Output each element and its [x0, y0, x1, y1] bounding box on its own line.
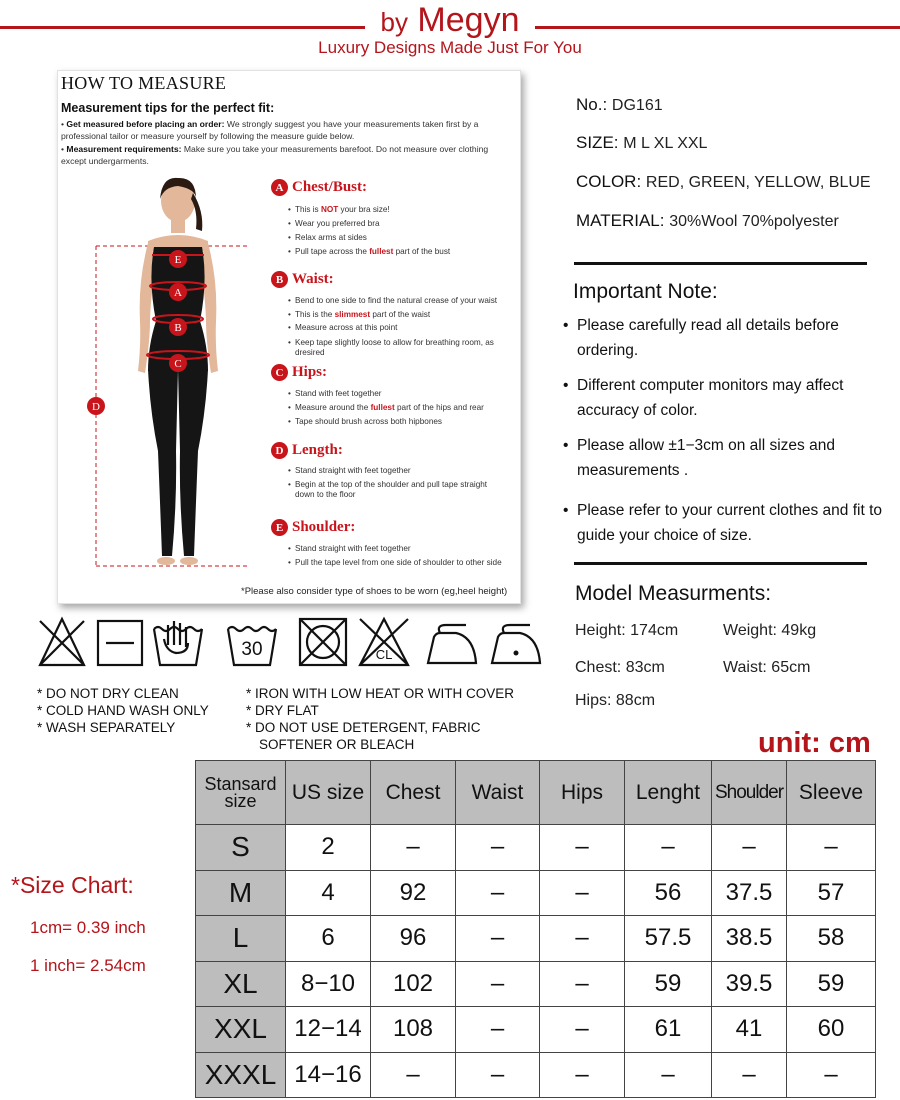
svg-text:B: B [174, 322, 182, 334]
care-item: * DO NOT USE DETERGENT, FABRIC [246, 720, 481, 735]
table-cell: – [787, 1052, 876, 1098]
important-note-item: • Please carefully read all details before ordering. [563, 317, 839, 359]
measure-tip: • Measurement requirements: Make sure you take your measurements barefoot. Do not measure over clothing except undergarments. [61, 144, 489, 166]
table-cell: – [371, 825, 456, 871]
table-cell: 60 [787, 1007, 876, 1053]
care-item: * DO NOT DRY CLEAN [37, 686, 179, 701]
table-cell: – [540, 1052, 625, 1098]
table-cell: 39.5 [712, 961, 787, 1007]
table-row [196, 961, 876, 1007]
size-label-cell: M [196, 870, 286, 916]
table-row [196, 1007, 876, 1053]
table-header-row [196, 761, 876, 825]
figure-label-d [87, 397, 105, 415]
column-header: Stansard size [196, 761, 286, 825]
column-header: Chest [371, 761, 456, 825]
list-item: • Begin at the top of the shoulder and pull tape straight down to the floor [288, 478, 508, 500]
table-cell: 12−14 [286, 1007, 371, 1053]
table-cell: – [456, 870, 540, 916]
brand-logo: by Megyn [380, 1, 520, 39]
measure-guide-footnote: *Please also consider type of shoes to be worn (eg,heel height) [241, 586, 508, 597]
list-item: • Relax arms at sides [288, 231, 508, 245]
table-cell: 57 [787, 870, 876, 916]
column-header: Sleeve [787, 761, 876, 825]
size-label-cell: XXL [196, 1007, 286, 1053]
section-waist-list [288, 294, 508, 358]
list-item: • This is NOT your bra size! [288, 203, 508, 217]
care-instructions-right [246, 685, 514, 753]
list-item: • Pull tape across the fullest part of the bust [288, 245, 508, 259]
iron-low-icon [428, 625, 476, 663]
size-label-cell: XXXL [196, 1052, 286, 1098]
model-waist: Waist: 65cm [723, 659, 811, 676]
list-item: • Bend to one side to find the natural crease of your waist [288, 294, 508, 308]
table-row [196, 825, 876, 871]
figure-label-b [169, 318, 187, 336]
care-item: * COLD HAND WASH ONLY [37, 703, 209, 718]
divider [574, 562, 867, 565]
section-shoulder-heading: E Shoulder: [271, 519, 355, 536]
section-length-heading: D Length: [271, 442, 343, 459]
list-item: • Pull the tape level from one side of shoulder to other side [288, 556, 508, 568]
table-cell: – [712, 1052, 787, 1098]
table-cell: 4 [286, 870, 371, 916]
table-cell: – [540, 825, 625, 871]
model-measurements-title: Model Measurments: [575, 582, 772, 605]
column-header: Shoulder [712, 761, 787, 825]
table-row [196, 870, 876, 916]
model-weight: Weight: 49kg [723, 622, 817, 639]
table-cell: 92 [371, 870, 456, 916]
table-cell: 102 [371, 961, 456, 1007]
column-header: Lenght [625, 761, 712, 825]
column-header: Hips [540, 761, 625, 825]
table-cell: 8−10 [286, 961, 371, 1007]
table-cell: – [712, 825, 787, 871]
table-cell: – [540, 916, 625, 962]
table-cell: 108 [371, 1007, 456, 1053]
important-note-item: • Please allow ±1−3cm on all sizes and measurements . [563, 437, 835, 479]
important-note-item: • Different computer monitors may affect accuracy of color. [563, 377, 844, 419]
size-label-cell: S [196, 825, 286, 871]
column-header: US size [286, 761, 371, 825]
section-waist-heading: B Waist: [271, 271, 334, 288]
product-sizes: SIZE: M L XL XXL [576, 133, 708, 152]
table-cell: 41 [712, 1007, 787, 1053]
model-chest: Chest: 83cm [575, 659, 665, 676]
section-shoulder-list [288, 542, 508, 568]
table-cell: 2 [286, 825, 371, 871]
figure-label-a [169, 283, 187, 301]
care-item: SOFTENER OR BLEACH [259, 737, 415, 752]
table-cell: – [456, 1007, 540, 1053]
section-chest-heading: A Chest/Bust: [271, 179, 367, 196]
table-cell: 61 [625, 1007, 712, 1053]
list-item: • Measure across at this point [288, 321, 508, 335]
table-cell: 59 [625, 961, 712, 1007]
product-number: No.: DG161 [576, 95, 663, 114]
table-cell: – [540, 961, 625, 1007]
column-header: Waist [456, 761, 540, 825]
care-item: * WASH SEPARATELY [37, 720, 176, 735]
list-item: • Keep tape slightly loose to allow for breathing room, as dresired [288, 335, 508, 358]
section-length-list [288, 464, 508, 500]
table-cell: 96 [371, 916, 456, 962]
table-cell: 6 [286, 916, 371, 962]
care-item: * DRY FLAT [246, 703, 319, 718]
table-cell: – [456, 1052, 540, 1098]
unit-label: unit: cm [758, 727, 871, 759]
table-cell: 56 [625, 870, 712, 916]
size-chart-title: *Size Chart: [11, 872, 134, 898]
divider [574, 262, 867, 265]
care-instructions-left [37, 685, 209, 736]
dry-flat-icon [98, 621, 142, 665]
list-item: • Stand with feet together [288, 387, 508, 401]
model-figure-illustration [78, 171, 268, 576]
table-cell: – [540, 870, 625, 916]
list-item: • Wear you preferred bra [288, 217, 508, 231]
model-height: Height: 174cm [575, 622, 679, 639]
table-cell: – [456, 961, 540, 1007]
wash-temp-label: 30 [241, 639, 263, 660]
table-cell: – [456, 916, 540, 962]
important-note-item: • Please refer to your current clothes and fit to guide your choice of size. [563, 502, 882, 544]
size-label-cell: XL [196, 961, 286, 1007]
measure-guide-card [57, 70, 521, 604]
svg-text:D: D [92, 401, 100, 413]
table-row [196, 1052, 876, 1098]
care-item: * IRON WITH LOW HEAT OR WITH COVER [246, 686, 515, 701]
table-cell: 14−16 [286, 1052, 371, 1098]
table-row [196, 916, 876, 962]
product-material: MATERIAL: 30%Wool 70%polyester [576, 211, 839, 230]
table-cell: 59 [787, 961, 876, 1007]
figure-label-e [169, 250, 187, 268]
bleach-mark-label: CL [375, 647, 393, 662]
product-colors: COLOR: RED, GREEN, YELLOW, BLUE [576, 172, 871, 191]
hand-wash-icon [154, 621, 202, 665]
svg-text:E: E [174, 254, 182, 266]
section-chest-list [288, 203, 508, 259]
list-item: • Stand straight with feet together [288, 542, 508, 556]
measure-guide-title: HOW TO MEASURE [61, 73, 227, 93]
list-item: • Measure around the fullest part of the hips and rear [288, 401, 508, 415]
section-hips-list [288, 387, 508, 429]
do-not-dry-clean-icon [40, 619, 84, 665]
conversion-inch-cm: 1 inch= 2.54cm [30, 956, 146, 975]
size-label-cell: L [196, 916, 286, 962]
list-item: • This is the slimmest part of the waist [288, 308, 508, 322]
section-hips-heading: C Hips: [271, 364, 327, 381]
table-cell: – [540, 1007, 625, 1053]
table-cell: 38.5 [712, 916, 787, 962]
important-note-title: Important Note: [573, 280, 718, 303]
table-cell: – [625, 1052, 712, 1098]
table-cell: – [787, 825, 876, 871]
model-hips: Hips: 88cm [575, 692, 656, 709]
list-item: • Tape should brush across both hipbones [288, 415, 508, 429]
svg-text:A: A [174, 287, 182, 299]
measure-tip: • Get measured before placing an order: We strongly suggest you have your measurements taken first by a professional tailor or measure yourself by following the measure guide below. [61, 119, 479, 141]
iron-medium-icon [492, 625, 540, 663]
brand-tagline: Luxury Designs Made Just For You [318, 38, 582, 57]
care-icons-row [36, 615, 546, 671]
do-not-tumble-dry-icon [300, 619, 346, 665]
measure-guide-subtitle: Measurement tips for the perfect fit: [61, 101, 275, 115]
conversion-cm-inch: 1cm= 0.39 inch [30, 918, 146, 937]
table-cell: 58 [787, 916, 876, 962]
table-cell: – [371, 1052, 456, 1098]
list-item: • Stand straight with feet together [288, 464, 508, 478]
table-cell: – [625, 825, 712, 871]
size-chart-table [195, 760, 876, 1098]
svg-text:C: C [174, 358, 182, 370]
table-cell: 37.5 [712, 870, 787, 916]
table-cell: 57.5 [625, 916, 712, 962]
figure-label-c [169, 354, 187, 372]
table-cell: – [456, 825, 540, 871]
